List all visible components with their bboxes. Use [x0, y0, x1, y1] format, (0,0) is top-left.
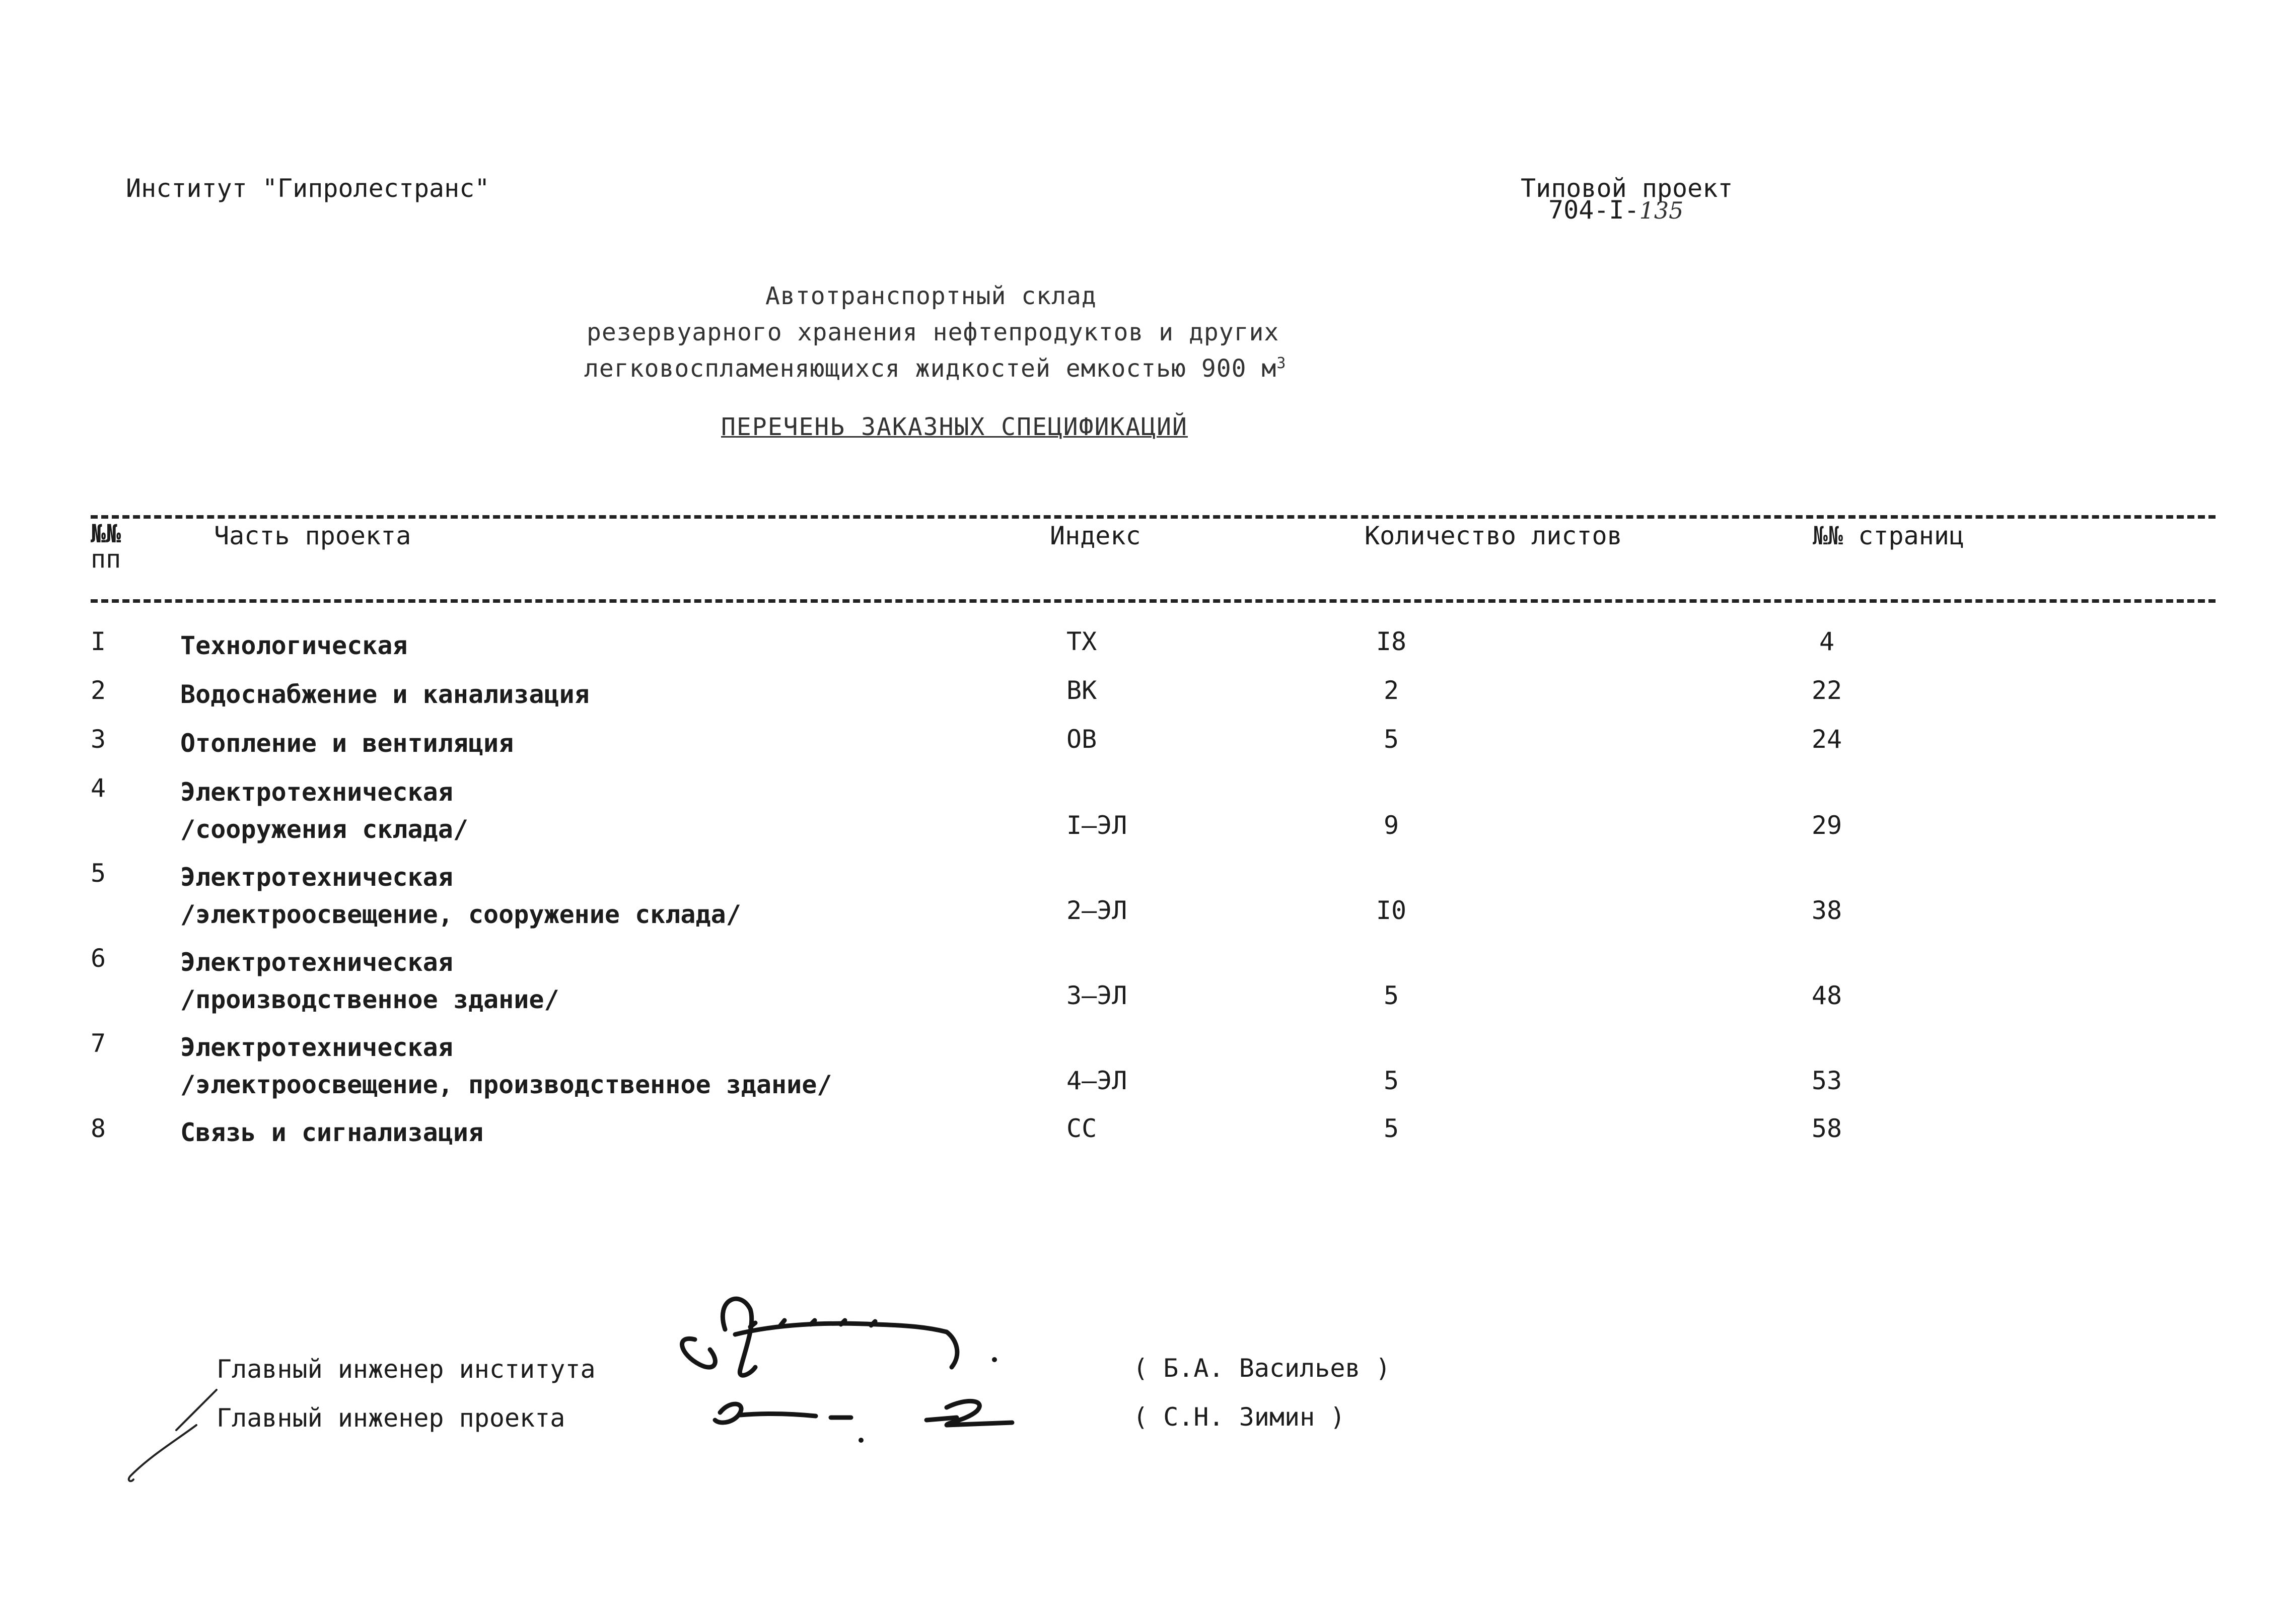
institute-name: Институт "Гипролестранс"	[126, 174, 490, 203]
row-number: 5	[91, 859, 106, 888]
title-line-3-text: легковоспламеняющихся жидкостей емкостью 900 м	[584, 355, 1277, 383]
chief-institute-label: Главный инженер института	[217, 1355, 596, 1384]
row-number: I	[91, 627, 106, 656]
margin-pen-stroke	[121, 1380, 222, 1491]
row-index: 4–ЭЛ	[1066, 1066, 1127, 1095]
row-number: 3	[91, 725, 106, 754]
chief-project-label: Главный инженер проекта	[217, 1403, 565, 1433]
row-index: ВК	[1066, 676, 1097, 705]
row-part-subtitle: /сооружения склада/	[180, 815, 468, 844]
title-line-1: Автотранспортный склад	[765, 282, 1097, 310]
row-part	[180, 627, 408, 664]
row-number: 6	[91, 944, 106, 973]
row-index: ТХ	[1066, 627, 1097, 656]
row-pages: 22	[1811, 676, 1842, 705]
row-part-subtitle: /электроосвещение, сооружение склада/	[180, 900, 741, 929]
row-part	[180, 1029, 832, 1103]
col-header-num-line2: пп	[91, 544, 121, 574]
row-sheets: 5	[1383, 981, 1399, 1010]
signature-scribble	[665, 1279, 1027, 1460]
row-index: 3–ЭЛ	[1066, 981, 1127, 1010]
row-part-subtitle: /производственное здание/	[180, 985, 559, 1014]
project-number	[1548, 195, 1683, 225]
row-sheets: 9	[1383, 811, 1399, 840]
row-part-name: Технологическая	[180, 631, 408, 660]
col-header-part: Часть проекта	[214, 521, 411, 550]
row-sheets: 5	[1383, 725, 1399, 754]
col-header-pages: №№ страниц	[1813, 521, 1965, 550]
table-header-rule	[91, 599, 2216, 603]
row-part	[180, 944, 559, 1018]
row-number: 4	[91, 773, 106, 803]
row-index: I–ЭЛ	[1066, 811, 1127, 840]
row-index: ОВ	[1066, 725, 1097, 754]
project-number-printed: 704-I-	[1548, 195, 1639, 225]
row-sheets: I0	[1376, 896, 1407, 925]
title-line-3-sup: 3	[1276, 355, 1287, 372]
row-index: 2–ЭЛ	[1066, 896, 1127, 925]
row-part	[180, 859, 741, 933]
row-pages: 38	[1811, 896, 1842, 925]
chief-project-name: ( С.Н. Зимин )	[1133, 1402, 1345, 1432]
row-part	[180, 1114, 483, 1151]
row-pages: 53	[1811, 1066, 1842, 1095]
row-pages: 48	[1811, 981, 1842, 1010]
title-line-2: резервуарного хранения нефтепродуктов и других	[587, 318, 1279, 346]
row-number: 2	[91, 676, 106, 705]
row-pages: 24	[1811, 725, 1842, 754]
chief-institute-name: ( Б.А. Васильев )	[1133, 1354, 1391, 1383]
row-part-name: Электротехническая	[180, 948, 453, 977]
row-part-name: Электротехническая	[180, 778, 453, 807]
row-pages: 29	[1811, 811, 1842, 840]
row-part-name: Электротехническая	[180, 1033, 453, 1062]
row-part-name: Водоснабжение и канализация	[180, 680, 590, 709]
row-part	[180, 725, 514, 762]
row-pages: 4	[1819, 627, 1835, 656]
row-part-subtitle: /электроосвещение, производственное здание/	[180, 1070, 832, 1099]
row-sheets: 2	[1383, 676, 1399, 705]
row-pages: 58	[1811, 1114, 1842, 1143]
title-line-3	[584, 355, 1286, 383]
row-part-name: Связь и сигнализация	[180, 1118, 484, 1147]
project-label: Типовой проект	[1521, 174, 1733, 203]
col-header-index: Индекс	[1050, 521, 1141, 550]
row-number: 8	[91, 1114, 106, 1143]
row-number: 7	[91, 1029, 106, 1058]
table-top-rule	[91, 515, 2216, 519]
row-index: СС	[1066, 1114, 1097, 1143]
row-sheets: I8	[1376, 627, 1407, 656]
row-part-name: Отопление и вентиляция	[180, 729, 514, 758]
row-sheets: 5	[1383, 1114, 1399, 1143]
row-sheets: 5	[1383, 1066, 1399, 1095]
row-part	[180, 676, 590, 713]
col-header-num-line1: №№	[91, 519, 121, 548]
row-part-name: Электротехническая	[180, 863, 453, 892]
project-number-handwritten: 135	[1639, 197, 1684, 224]
document-heading: ПЕРЕЧЕНЬ ЗАКАЗНЫХ СПЕЦИФИКАЦИЙ	[721, 413, 1188, 441]
col-header-sheets: Количество листов	[1365, 521, 1622, 550]
row-part	[180, 773, 468, 848]
col-header-num	[91, 521, 121, 572]
